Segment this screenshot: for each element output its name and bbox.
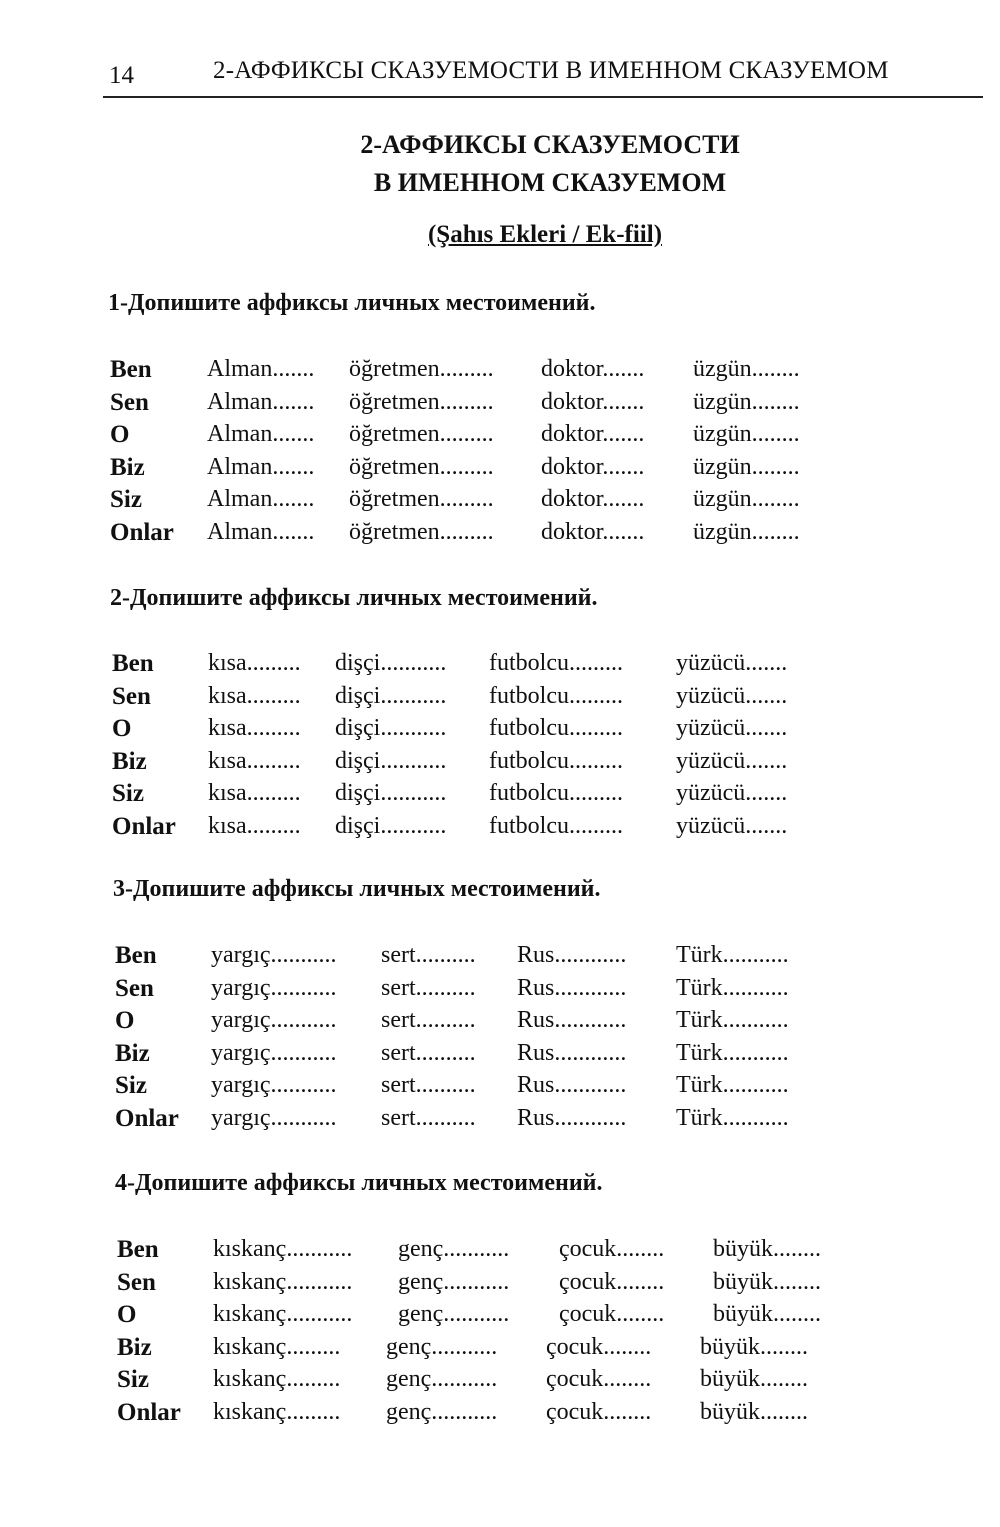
fill-in-word: kısa.........	[208, 813, 301, 839]
fill-in-word: Alman.......	[207, 388, 315, 415]
fill-in-word: kıskanç...........	[213, 1301, 353, 1328]
fill-in-word: Türk...........	[676, 1105, 789, 1131]
pronoun-label: Biz	[112, 747, 147, 775]
fill-in-word: sert..........	[381, 1105, 476, 1131]
fill-in-word: futbolcu.........	[489, 682, 623, 709]
fill-in-word: doktor.......	[541, 421, 645, 448]
fill-in-word: kısa.........	[208, 682, 301, 709]
fill-in-word: büyük........	[713, 1236, 821, 1262]
fill-in-word: kısa.........	[208, 715, 301, 742]
pronoun-label: Siz	[115, 1072, 147, 1100]
fill-in-word: Türk...........	[676, 1007, 789, 1034]
fill-in-word: Türk...........	[676, 1039, 789, 1066]
fill-in-word: çocuk........	[546, 1366, 652, 1393]
fill-in-word: dişçi...........	[335, 747, 447, 774]
pronoun-label: Sen	[112, 682, 151, 710]
fill-in-word: genç...........	[386, 1333, 498, 1360]
fill-in-word: doktor.......	[541, 453, 645, 480]
fill-in-word: yüzücü.......	[676, 747, 788, 774]
pronoun-label: Sen	[110, 388, 149, 416]
fill-in-word: öğretmen.........	[349, 356, 494, 382]
fill-in-word: üzgün........	[693, 356, 800, 382]
pronoun-label: Onlar	[115, 1105, 179, 1132]
fill-in-word: kısa.........	[208, 747, 301, 774]
fill-in-word: büyük........	[713, 1268, 821, 1295]
fill-in-word: dişçi...........	[335, 715, 447, 742]
fill-in-word: dişçi...........	[335, 813, 447, 839]
fill-in-word: çocuk........	[546, 1399, 652, 1425]
pronoun-label: Biz	[115, 1039, 150, 1067]
pronoun-label: O	[110, 421, 130, 449]
fill-in-word: futbolcu.........	[489, 715, 623, 742]
fill-in-word: sert..........	[381, 1007, 476, 1034]
page-number: 14	[109, 62, 134, 89]
pronoun-label: Biz	[110, 453, 145, 481]
fill-in-word: Türk...........	[676, 1072, 789, 1099]
fill-in-word: dişçi...........	[335, 650, 447, 676]
fill-in-word: üzgün........	[693, 453, 800, 480]
pronoun-label: Ben	[117, 1236, 159, 1263]
fill-in-word: futbolcu.........	[489, 747, 623, 774]
exercise-row	[0, 1105, 1000, 1137]
fill-in-word: Alman.......	[207, 356, 315, 382]
fill-in-word: yüzücü.......	[676, 650, 788, 676]
fill-in-word: yargıç...........	[211, 1007, 337, 1034]
exercise-row	[0, 1399, 1000, 1431]
fill-in-word: yargıç...........	[211, 1072, 337, 1099]
exercise-title: 4-Допишите аффиксы личных местоимений.	[115, 1170, 603, 1196]
fill-in-word: Alman.......	[207, 421, 315, 448]
fill-in-word: sert..........	[381, 1072, 476, 1099]
fill-in-word: sert..........	[381, 974, 476, 1001]
fill-in-word: sert..........	[381, 942, 476, 968]
fill-in-word: üzgün........	[693, 421, 800, 448]
exercise-row	[0, 1236, 1000, 1268]
running-title: 2-АФФИКСЫ СКАЗУЕМОСТИ В ИМЕННОМ СКАЗУЕМОМ	[213, 57, 889, 84]
exercise-row	[0, 1334, 1000, 1366]
fill-in-word: doktor.......	[541, 519, 645, 545]
fill-in-word: genç...........	[398, 1268, 510, 1295]
exercise-row	[0, 421, 1000, 453]
running-header	[103, 52, 983, 98]
fill-in-word: kıskanç.........	[213, 1399, 341, 1425]
fill-in-word: kıskanç.........	[213, 1366, 341, 1393]
pronoun-label: Biz	[117, 1333, 152, 1361]
fill-in-word: Türk...........	[676, 974, 789, 1001]
pronoun-label: Sen	[117, 1268, 156, 1296]
fill-in-word: genç...........	[386, 1366, 498, 1393]
exercise-title: 1-Допишите аффиксы личных местоимений.	[108, 290, 596, 316]
fill-in-word: doktor.......	[541, 356, 645, 382]
page-subtitle: (Şahıs Ekleri / Ek-fiil)	[427, 221, 663, 248]
fill-in-word: çocuk........	[559, 1268, 665, 1295]
pronoun-label: Onlar	[117, 1399, 181, 1426]
fill-in-word: doktor.......	[541, 486, 645, 513]
fill-in-word: futbolcu.........	[489, 813, 623, 839]
fill-in-word: büyük........	[700, 1366, 808, 1393]
fill-in-word: yüzücü.......	[676, 682, 788, 709]
fill-in-word: çocuk........	[559, 1301, 665, 1328]
pronoun-label: Sen	[115, 974, 154, 1002]
fill-in-word: çocuk........	[546, 1333, 652, 1360]
fill-in-word: üzgün........	[693, 519, 800, 545]
pronoun-label: Siz	[117, 1366, 149, 1394]
exercise-row	[0, 1007, 1000, 1039]
fill-in-word: yargıç...........	[211, 1105, 337, 1131]
fill-in-word: kıskanç.........	[213, 1333, 341, 1360]
fill-in-word: Rus............	[517, 1007, 627, 1034]
fill-in-word: öğretmen.........	[349, 519, 494, 545]
fill-in-word: Rus............	[517, 942, 627, 968]
exercise-row	[0, 389, 1000, 421]
exercise-row	[0, 780, 1000, 812]
exercise-row	[0, 1301, 1000, 1333]
fill-in-word: öğretmen.........	[349, 421, 494, 448]
fill-in-word: sert..........	[381, 1039, 476, 1066]
fill-in-word: Alman.......	[207, 486, 315, 513]
fill-in-word: futbolcu.........	[489, 780, 623, 807]
exercise-row	[0, 650, 1000, 682]
pronoun-label: O	[115, 1007, 135, 1035]
fill-in-word: yargıç...........	[211, 974, 337, 1001]
fill-in-word: Rus............	[517, 974, 627, 1001]
exercise-row	[0, 1040, 1000, 1072]
fill-in-word: öğretmen.........	[349, 453, 494, 480]
fill-in-word: büyük........	[700, 1399, 808, 1425]
fill-in-word: dişçi...........	[335, 780, 447, 807]
fill-in-word: genç...........	[398, 1236, 510, 1262]
pronoun-label: Onlar	[112, 813, 176, 840]
exercise-row	[0, 683, 1000, 715]
fill-in-word: öğretmen.........	[349, 388, 494, 415]
fill-in-word: Türk...........	[676, 942, 789, 968]
fill-in-word: genç...........	[386, 1399, 498, 1425]
fill-in-word: dişçi...........	[335, 682, 447, 709]
exercise-row	[0, 1366, 1000, 1398]
exercise-row	[0, 748, 1000, 780]
fill-in-word: kısa.........	[208, 780, 301, 807]
pronoun-label: Ben	[112, 650, 154, 677]
exercise-row	[0, 975, 1000, 1007]
fill-in-word: Rus............	[517, 1072, 627, 1099]
fill-in-word: üzgün........	[693, 486, 800, 513]
fill-in-word: yargıç...........	[211, 942, 337, 968]
pronoun-label: Onlar	[110, 519, 174, 546]
pronoun-label: O	[117, 1301, 137, 1329]
page-title-line-1: 2-АФФИКСЫ СКАЗУЕМОСТИ	[360, 130, 740, 159]
page-title-line-2: В ИМЕННОМ СКАЗУЕМОМ	[373, 168, 727, 197]
fill-in-word: kısa.........	[208, 650, 301, 676]
fill-in-word: yargıç...........	[211, 1039, 337, 1066]
pronoun-label: Ben	[115, 942, 157, 969]
exercise-row	[0, 356, 1000, 388]
fill-in-word: Alman.......	[207, 453, 315, 480]
fill-in-word: Rus............	[517, 1105, 627, 1131]
exercise-row	[0, 715, 1000, 747]
fill-in-word: öğretmen.........	[349, 486, 494, 513]
exercise-row	[0, 942, 1000, 974]
exercise-title: 2-Допишите аффиксы личных местоимений.	[110, 585, 598, 611]
fill-in-word: büyük........	[700, 1333, 808, 1360]
exercise-row	[0, 1072, 1000, 1104]
fill-in-word: futbolcu.........	[489, 650, 623, 676]
fill-in-word: Alman.......	[207, 519, 315, 545]
fill-in-word: yüzücü.......	[676, 813, 788, 839]
pronoun-label: Siz	[110, 486, 142, 514]
fill-in-word: doktor.......	[541, 388, 645, 415]
fill-in-word: Rus............	[517, 1039, 627, 1066]
exercise-row	[0, 813, 1000, 845]
fill-in-word: kıskanç...........	[213, 1236, 353, 1262]
pronoun-label: Ben	[110, 356, 152, 383]
fill-in-word: yüzücü.......	[676, 715, 788, 742]
exercise-row	[0, 519, 1000, 551]
pronoun-label: Siz	[112, 780, 144, 808]
exercise-row	[0, 454, 1000, 486]
exercise-title: 3-Допишите аффиксы личных местоимений.	[113, 876, 601, 902]
exercise-row	[0, 1269, 1000, 1301]
fill-in-word: genç...........	[398, 1301, 510, 1328]
fill-in-word: kıskanç...........	[213, 1268, 353, 1295]
pronoun-label: O	[112, 715, 132, 743]
exercise-row	[0, 486, 1000, 518]
fill-in-word: üzgün........	[693, 388, 800, 415]
fill-in-word: büyük........	[713, 1301, 821, 1328]
fill-in-word: yüzücü.......	[676, 780, 788, 807]
fill-in-word: çocuk........	[559, 1236, 665, 1262]
